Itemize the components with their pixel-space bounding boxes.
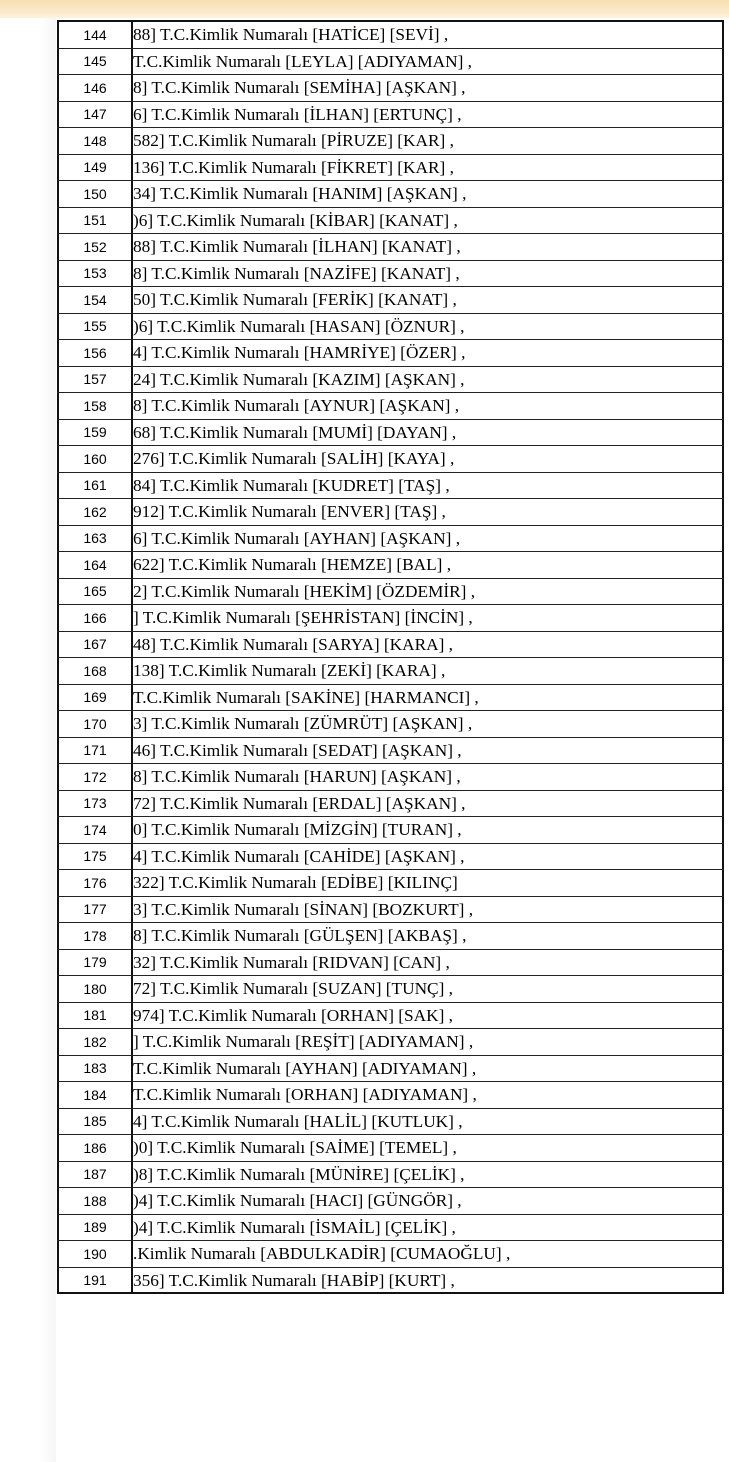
- row-number-cell[interactable]: 177: [57, 897, 133, 923]
- table-row[interactable]: [57, 1162, 724, 1189]
- table-row[interactable]: [57, 658, 724, 685]
- table-row[interactable]: [57, 844, 724, 871]
- table-row[interactable]: [57, 976, 724, 1003]
- table-row[interactable]: [57, 579, 724, 606]
- table-row[interactable]: [57, 128, 724, 155]
- row-number-cell[interactable]: 190: [57, 1241, 133, 1267]
- table-row[interactable]: [57, 1268, 724, 1295]
- record-text-cell[interactable]: 912] T.C.Kimlik Numaralı [ENVER] [TAŞ] ,: [133, 499, 724, 525]
- record-text-cell[interactable]: 6] T.C.Kimlik Numaralı [İLHAN] [ERTUNÇ] ,: [133, 102, 724, 128]
- table-row[interactable]: [57, 208, 724, 235]
- record-text-cell[interactable]: 32] T.C.Kimlik Numaralı [RIDVAN] [CAN] ,: [133, 950, 724, 976]
- table-row[interactable]: [57, 393, 724, 420]
- row-number-cell[interactable]: 152: [57, 234, 133, 260]
- row-number-cell[interactable]: 158: [57, 393, 133, 419]
- record-text-cell[interactable]: )6] T.C.Kimlik Numaralı [HASAN] [ÖZNUR] ,: [133, 314, 724, 340]
- row-number-cell[interactable]: 183: [57, 1056, 133, 1082]
- table-row[interactable]: [57, 526, 724, 553]
- row-number-cell[interactable]: 185: [57, 1109, 133, 1135]
- table-row[interactable]: [57, 420, 724, 447]
- table-row[interactable]: [57, 1135, 724, 1162]
- row-number-cell[interactable]: 153: [57, 261, 133, 287]
- row-number-cell[interactable]: 182: [57, 1029, 133, 1055]
- table-row[interactable]: [57, 1029, 724, 1056]
- record-text-cell[interactable]: 48] T.C.Kimlik Numaralı [SARYA] [KARA] ,: [133, 632, 724, 658]
- table-row[interactable]: [57, 1241, 724, 1268]
- row-number-cell[interactable]: 146: [57, 75, 133, 101]
- record-text-cell[interactable]: 84] T.C.Kimlik Numaralı [KUDRET] [TAŞ] ,: [133, 473, 724, 499]
- row-number-cell[interactable]: 148: [57, 128, 133, 154]
- record-text-cell[interactable]: 3] T.C.Kimlik Numaralı [SİNAN] [BOZKURT] ,: [133, 897, 724, 923]
- row-number-cell[interactable]: 187: [57, 1162, 133, 1188]
- table-row[interactable]: [57, 552, 724, 579]
- row-number-cell[interactable]: 170: [57, 711, 133, 737]
- row-number-cell[interactable]: 166: [57, 605, 133, 631]
- record-text-cell[interactable]: T.C.Kimlik Numaralı [ORHAN] [ADIYAMAN] ,: [133, 1082, 724, 1108]
- row-number-cell[interactable]: 155: [57, 314, 133, 340]
- record-text-cell[interactable]: 4] T.C.Kimlik Numaralı [CAHİDE] [AŞKAN] ,: [133, 844, 724, 870]
- row-number-cell[interactable]: 150: [57, 181, 133, 207]
- record-text-cell[interactable]: T.C.Kimlik Numaralı [AYHAN] [ADIYAMAN] ,: [133, 1056, 724, 1082]
- table-row[interactable]: [57, 314, 724, 341]
- table-row[interactable]: [57, 817, 724, 844]
- table-row[interactable]: [57, 1188, 724, 1215]
- table-row[interactable]: [57, 499, 724, 526]
- table-row[interactable]: [57, 22, 724, 49]
- row-number-cell[interactable]: 181: [57, 1003, 133, 1029]
- row-number-cell[interactable]: 161: [57, 473, 133, 499]
- row-number-cell[interactable]: 154: [57, 287, 133, 313]
- record-text-cell[interactable]: 974] T.C.Kimlik Numaralı [ORHAN] [SAK] ,: [133, 1003, 724, 1029]
- record-text-cell[interactable]: )0] T.C.Kimlik Numaralı [SAİME] [TEMEL] ,: [133, 1135, 724, 1161]
- row-number-cell[interactable]: 168: [57, 658, 133, 684]
- table-row[interactable]: [57, 287, 724, 314]
- table-row[interactable]: [57, 261, 724, 288]
- row-number-cell[interactable]: 160: [57, 446, 133, 472]
- row-number-cell[interactable]: 180: [57, 976, 133, 1002]
- record-text-cell[interactable]: 322] T.C.Kimlik Numaralı [EDİBE] [KILINÇ]: [133, 870, 724, 896]
- table-row[interactable]: [57, 685, 724, 712]
- record-text-cell[interactable]: ] T.C.Kimlik Numaralı [REŞİT] [ADIYAMAN] ,: [133, 1029, 724, 1055]
- row-number-cell[interactable]: 162: [57, 499, 133, 525]
- record-text-cell[interactable]: .Kimlik Numaralı [ABDULKADİR] [CUMAOĞLU] ,: [133, 1241, 724, 1267]
- record-text-cell[interactable]: )4] T.C.Kimlik Numaralı [İSMAİL] [ÇELİK] ,: [133, 1215, 724, 1241]
- ribbon-edge: [0, 0, 729, 18]
- table-row[interactable]: [57, 1082, 724, 1109]
- table-row[interactable]: [57, 897, 724, 924]
- record-text-cell[interactable]: 2] T.C.Kimlik Numaralı [HEKİM] [ÖZDEMİR] ,: [133, 579, 724, 605]
- row-number-cell[interactable]: 172: [57, 764, 133, 790]
- record-text-cell[interactable]: 136] T.C.Kimlik Numaralı [FİKRET] [KAR] ,: [133, 155, 724, 181]
- page-margin: [0, 18, 56, 1462]
- record-text-cell[interactable]: 0] T.C.Kimlik Numaralı [MİZGİN] [TURAN] ,: [133, 817, 724, 843]
- table-row[interactable]: [57, 1003, 724, 1030]
- row-number-cell[interactable]: 174: [57, 817, 133, 843]
- record-text-cell[interactable]: 3] T.C.Kimlik Numaralı [ZÜMRÜT] [AŞKAN] ,: [133, 711, 724, 737]
- row-number-cell[interactable]: 179: [57, 950, 133, 976]
- table-row[interactable]: [57, 632, 724, 659]
- table-row[interactable]: [57, 155, 724, 182]
- record-text-cell[interactable]: 8] T.C.Kimlik Numaralı [HARUN] [AŞKAN] ,: [133, 764, 724, 790]
- row-number-cell[interactable]: 145: [57, 49, 133, 75]
- table-row[interactable]: [57, 446, 724, 473]
- row-number-cell[interactable]: 159: [57, 420, 133, 446]
- table-row[interactable]: [57, 923, 724, 950]
- row-number-cell[interactable]: 189: [57, 1215, 133, 1241]
- record-text-cell[interactable]: 4] T.C.Kimlik Numaralı [HALİL] [KUTLUK] ,: [133, 1109, 724, 1135]
- record-text-cell[interactable]: 34] T.C.Kimlik Numaralı [HANIM] [AŞKAN] ,: [133, 181, 724, 207]
- table-row[interactable]: [57, 870, 724, 897]
- record-text-cell[interactable]: 72] T.C.Kimlik Numaralı [ERDAL] [AŞKAN] ,: [133, 791, 724, 817]
- record-text-cell[interactable]: T.C.Kimlik Numaralı [SAKİNE] [HARMANCI] ,: [133, 685, 724, 711]
- row-number-cell[interactable]: 151: [57, 208, 133, 234]
- table-row[interactable]: [57, 1215, 724, 1242]
- row-number-cell[interactable]: 147: [57, 102, 133, 128]
- row-number-cell[interactable]: 176: [57, 870, 133, 896]
- record-text-cell[interactable]: 68] T.C.Kimlik Numaralı [MUMİ] [DAYAN] ,: [133, 420, 724, 446]
- record-text-cell[interactable]: 46] T.C.Kimlik Numaralı [SEDAT] [AŞKAN] ,: [133, 738, 724, 764]
- record-text-cell[interactable]: 50] T.C.Kimlik Numaralı [FERİK] [KANAT] ,: [133, 287, 724, 313]
- table-row[interactable]: [57, 738, 724, 765]
- record-text-cell[interactable]: 8] T.C.Kimlik Numaralı [NAZİFE] [KANAT] ,: [133, 261, 724, 287]
- record-text-cell[interactable]: 88] T.C.Kimlik Numaralı [HATİCE] [SEVİ] ,: [133, 22, 724, 48]
- row-number-cell[interactable]: 149: [57, 155, 133, 181]
- record-text-cell[interactable]: T.C.Kimlik Numaralı [LEYLA] [ADIYAMAN] ,: [133, 49, 724, 75]
- record-text-cell[interactable]: )6] T.C.Kimlik Numaralı [KİBAR] [KANAT] ,: [133, 208, 724, 234]
- table-row[interactable]: [57, 473, 724, 500]
- record-text-cell[interactable]: 24] T.C.Kimlik Numaralı [KAZIM] [AŞKAN] ,: [133, 367, 724, 393]
- table-row[interactable]: [57, 711, 724, 738]
- record-text-cell[interactable]: 6] T.C.Kimlik Numaralı [AYHAN] [AŞKAN] ,: [133, 526, 724, 552]
- row-number-cell[interactable]: 156: [57, 340, 133, 366]
- row-number-cell[interactable]: 175: [57, 844, 133, 870]
- spreadsheet-table: [57, 20, 724, 1294]
- table-row[interactable]: [57, 1109, 724, 1136]
- record-text-cell[interactable]: )8] T.C.Kimlik Numaralı [MÜNİRE] [ÇELİK] ,: [133, 1162, 724, 1188]
- row-number-cell[interactable]: 169: [57, 685, 133, 711]
- row-number-cell[interactable]: 163: [57, 526, 133, 552]
- record-text-cell[interactable]: ] T.C.Kimlik Numaralı [ŞEHRİSTAN] [İNCİN] ,: [133, 605, 724, 631]
- table-row[interactable]: [57, 234, 724, 261]
- row-number-cell[interactable]: 167: [57, 632, 133, 658]
- record-text-cell[interactable]: 72] T.C.Kimlik Numaralı [SUZAN] [TUNÇ] ,: [133, 976, 724, 1002]
- row-number-cell[interactable]: 144: [57, 22, 133, 48]
- record-text-cell[interactable]: 88] T.C.Kimlik Numaralı [İLHAN] [KANAT] ,: [133, 234, 724, 260]
- row-number-cell[interactable]: 191: [57, 1268, 133, 1293]
- table-row[interactable]: [57, 49, 724, 76]
- table-row[interactable]: [57, 605, 724, 632]
- record-text-cell[interactable]: 138] T.C.Kimlik Numaralı [ZEKİ] [KARA] ,: [133, 658, 724, 684]
- row-number-cell[interactable]: 165: [57, 579, 133, 605]
- row-number-cell[interactable]: 157: [57, 367, 133, 393]
- row-number-cell[interactable]: 188: [57, 1188, 133, 1214]
- table-row[interactable]: [57, 367, 724, 394]
- row-number-cell[interactable]: 173: [57, 791, 133, 817]
- table-row[interactable]: [57, 791, 724, 818]
- table-row[interactable]: [57, 764, 724, 791]
- row-number-cell[interactable]: 171: [57, 738, 133, 764]
- record-text-cell[interactable]: 276] T.C.Kimlik Numaralı [SALİH] [KAYA] ,: [133, 446, 724, 472]
- table-row[interactable]: [57, 950, 724, 977]
- record-text-cell[interactable]: 356] T.C.Kimlik Numaralı [HABİP] [KURT] ,: [133, 1268, 724, 1293]
- record-text-cell[interactable]: 8] T.C.Kimlik Numaralı [AYNUR] [AŞKAN] ,: [133, 393, 724, 419]
- record-text-cell[interactable]: 582] T.C.Kimlik Numaralı [PİRUZE] [KAR] ,: [133, 128, 724, 154]
- record-text-cell[interactable]: )4] T.C.Kimlik Numaralı [HACI] [GÜNGÖR] ,: [133, 1188, 724, 1214]
- table-row[interactable]: [57, 340, 724, 367]
- row-number-cell[interactable]: 178: [57, 923, 133, 949]
- row-number-cell[interactable]: 184: [57, 1082, 133, 1108]
- table-row[interactable]: [57, 181, 724, 208]
- record-text-cell[interactable]: 8] T.C.Kimlik Numaralı [SEMİHA] [AŞKAN] ,: [133, 75, 724, 101]
- table-row[interactable]: [57, 75, 724, 102]
- table-row[interactable]: [57, 1056, 724, 1083]
- table-row[interactable]: [57, 102, 724, 129]
- record-text-cell[interactable]: 8] T.C.Kimlik Numaralı [GÜLŞEN] [AKBAŞ] ,: [133, 923, 724, 949]
- record-text-cell[interactable]: 622] T.C.Kimlik Numaralı [HEMZE] [BAL] ,: [133, 552, 724, 578]
- row-number-cell[interactable]: 164: [57, 552, 133, 578]
- record-text-cell[interactable]: 4] T.C.Kimlik Numaralı [HAMRİYE] [ÖZER] ,: [133, 340, 724, 366]
- row-number-cell[interactable]: 186: [57, 1135, 133, 1161]
